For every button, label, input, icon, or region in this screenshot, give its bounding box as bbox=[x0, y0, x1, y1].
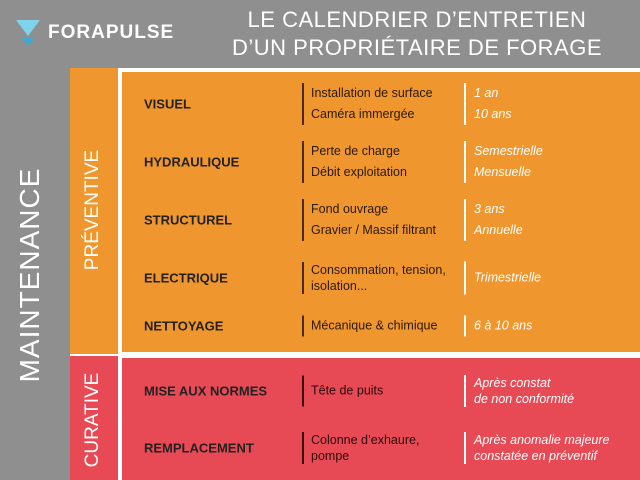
frequency-value: 10 ans bbox=[474, 107, 512, 121]
category-label: NETTOYAGE bbox=[144, 318, 224, 334]
preventive-table bbox=[122, 72, 640, 352]
frequency-value: Trimestrielle bbox=[474, 270, 542, 285]
preventive-column bbox=[70, 68, 118, 354]
table-row bbox=[122, 134, 640, 190]
header bbox=[0, 0, 640, 68]
task-item: Gravier / Massif filtrant bbox=[311, 223, 437, 237]
frequency-value: Après constat bbox=[474, 376, 551, 390]
frequency-value: 6 à 10 ans bbox=[474, 318, 533, 333]
frequency-list bbox=[464, 316, 532, 337]
task-item: Caméra immergée bbox=[311, 107, 415, 121]
task-list bbox=[302, 432, 419, 464]
frequency-list bbox=[464, 262, 541, 295]
task-list bbox=[302, 316, 437, 337]
frequency-value: Mensuelle bbox=[474, 165, 531, 179]
maintenance-column bbox=[0, 68, 70, 480]
task-list bbox=[302, 376, 383, 407]
table-row bbox=[122, 192, 640, 248]
frequency-list bbox=[464, 141, 543, 183]
curative-label: CURATIVE bbox=[82, 372, 103, 468]
task-list bbox=[302, 83, 433, 125]
frequency-value: Après anomalie majeure bbox=[474, 433, 610, 447]
task-list bbox=[302, 141, 407, 183]
table-row bbox=[122, 76, 640, 132]
frequency-value: Annuelle bbox=[474, 223, 523, 237]
maintenance-label: MAINTENANCE bbox=[14, 167, 45, 383]
title-line-1: LE CALENDRIER D’ENTRETIEN bbox=[247, 7, 587, 32]
page-title bbox=[210, 6, 624, 62]
curative-column bbox=[70, 356, 118, 480]
table-row bbox=[122, 306, 640, 346]
category-label: MISE AUX NORMES bbox=[144, 383, 268, 399]
frequency-value: constatée en préventif bbox=[474, 449, 597, 463]
logo-text: FORAPULSE bbox=[48, 22, 175, 43]
category-label: STRUCTUREL bbox=[144, 212, 233, 228]
task-list bbox=[302, 262, 446, 294]
frequency-value: 3 ans bbox=[474, 202, 505, 216]
task-item: Tête de puits bbox=[311, 383, 384, 398]
task-item: Débit exploitation bbox=[311, 165, 407, 179]
task-item: Perte de charge bbox=[311, 144, 400, 158]
drop-icon bbox=[14, 18, 42, 48]
frequency-list bbox=[464, 83, 512, 125]
preventive-label: PRÉVENTIVE bbox=[82, 149, 103, 271]
task-item: Installation de surface bbox=[311, 86, 433, 100]
category-label: ELECTRIQUE bbox=[144, 270, 228, 286]
category-label: REMPLACEMENT bbox=[144, 440, 254, 456]
table-row bbox=[122, 252, 640, 304]
frequency-value: 1 an bbox=[474, 86, 499, 100]
category-label: HYDRAULIQUE bbox=[144, 154, 240, 170]
task-item: pompe bbox=[311, 449, 350, 463]
frequency-list bbox=[464, 432, 610, 464]
task-list bbox=[302, 199, 436, 241]
frequency-value: de non conformité bbox=[474, 392, 575, 406]
frequency-list bbox=[464, 199, 523, 241]
logo bbox=[14, 18, 174, 48]
task-item: Consommation, tension, bbox=[311, 263, 446, 277]
frequency-list bbox=[464, 375, 574, 407]
task-item: isolation... bbox=[311, 279, 368, 293]
table-row bbox=[122, 362, 640, 420]
category-label: VISUEL bbox=[144, 96, 191, 112]
title-line-2: D’UN PROPRIÉTAIRE DE FORAGE bbox=[231, 35, 603, 60]
curative-table bbox=[122, 358, 640, 480]
task-item: Colonne d’exhaure, bbox=[311, 433, 420, 447]
task-item: Fond ouvrage bbox=[311, 202, 389, 216]
task-item: Mécanique & chimique bbox=[311, 318, 438, 333]
frequency-value: Semestrielle bbox=[474, 144, 543, 158]
table-row bbox=[122, 420, 640, 476]
